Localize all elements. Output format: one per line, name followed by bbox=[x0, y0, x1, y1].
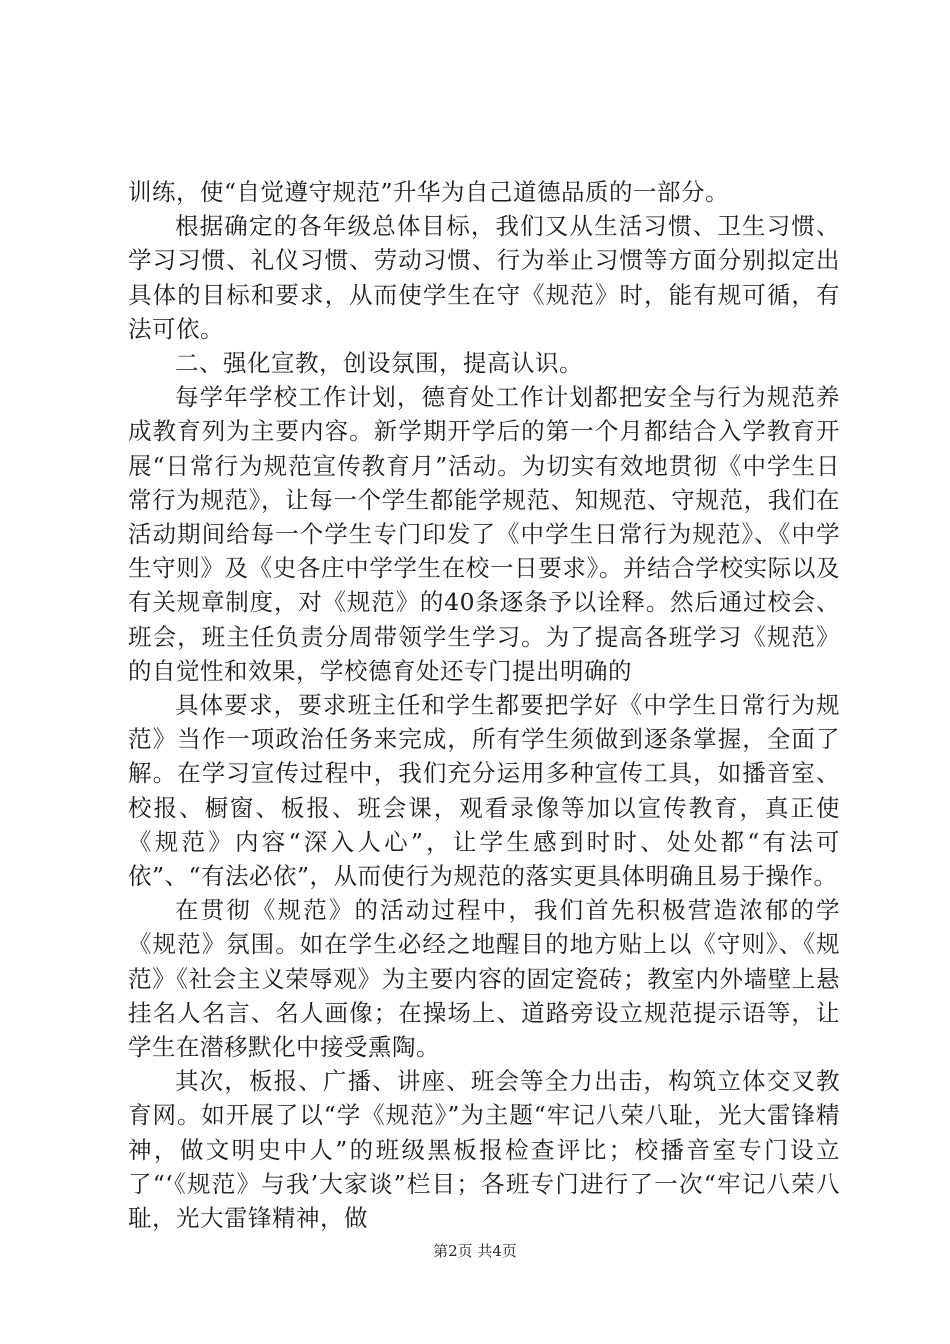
section-heading: 二、强化宣教，创设氛围，提高认识。 bbox=[175, 349, 583, 378]
paragraph-5: 在贯彻《规范》的活动过程中，我们首先积极营造浓郁的学《规范》氛围。如在学生必经之地醒目的地方贴上以《守则》、《规范》《社会主义荣辱观》为主要内容的固定瓷砖；教室内外墙壁上悬挂名人名言、名人画像；在操场上、道路旁设立规范提示语等，让学生在潜移默化中接受熏陶。 bbox=[128, 896, 840, 1062]
paragraph-2: 根据确定的各年级总体目标，我们又从生活习惯、卫生习惯、学习习惯、礼仪习惯、劳动习惯、行为举止习惯等方面分别拟定出具体的目标和要求，从而使学生在守《规范》时，能有规可循，有法可依。 bbox=[128, 212, 840, 343]
paragraph-1: 训练，使“自觉遵守规范”升华为自己道德品质的一部分。 bbox=[128, 178, 730, 206]
page-number-label: 第2页 共4页 bbox=[433, 1242, 517, 1260]
document-body bbox=[128, 175, 840, 1235]
paragraph-6: 其次，板报、广播、讲座、班会等全力出击，构筑立体交叉教育网。如开展了以“学《规范》”为主题“牢记八荣八耻，光大雷锋精神，做文明史中人”的班级黑板报检查评比；校播音室专门设立了“‘《规范》与我’大家谈”栏目；各班专门进行了一次“牢记八荣八耻，光大雷锋精神，做 bbox=[128, 1067, 840, 1233]
paragraph-3: 每学年学校工作计划，德育处工作计划都把安全与行为规范养成教育列为主要内容。新学期开学后的第一个月都结合入学教育开展“日常行为规范宣传教育月”活动。为切实有效地贯彻《中学生日常行为规范》，让每一个学生都能学规范、知规范、守规范，我们在活动期间给每一个学生专门印发了《中学生日常行为规范》、《中学生守则》及《史各庄中学学生在校一日要求》。并结合学校实际以及有关规章制度，对《规范》的40条逐条予以诠释。然后通过校会、班会，班主任负责分周带领学生学习。为了提高各班学习《规范》的自觉性和效果，学校德育处还专门提出明确的 bbox=[128, 383, 840, 685]
page-footer bbox=[0, 1240, 950, 1261]
paragraph-4: 具体要求，要求班主任和学生都要把学好《中学生日常行为规范》当作一项政治任务来完成，所有学生须做到逐条掌握，全面了解。在学习宣传过程中，我们充分运用多种宣传工具，如播音室、校报、橱窗、板报、班会课，观看录像等加以宣传教育，真正使《规范》内容“深入人心”，让学生感到时时、处处都“有法可依”、“有法必依”，从而使行为规范的落实更具体明确且易于操作。 bbox=[128, 691, 840, 891]
